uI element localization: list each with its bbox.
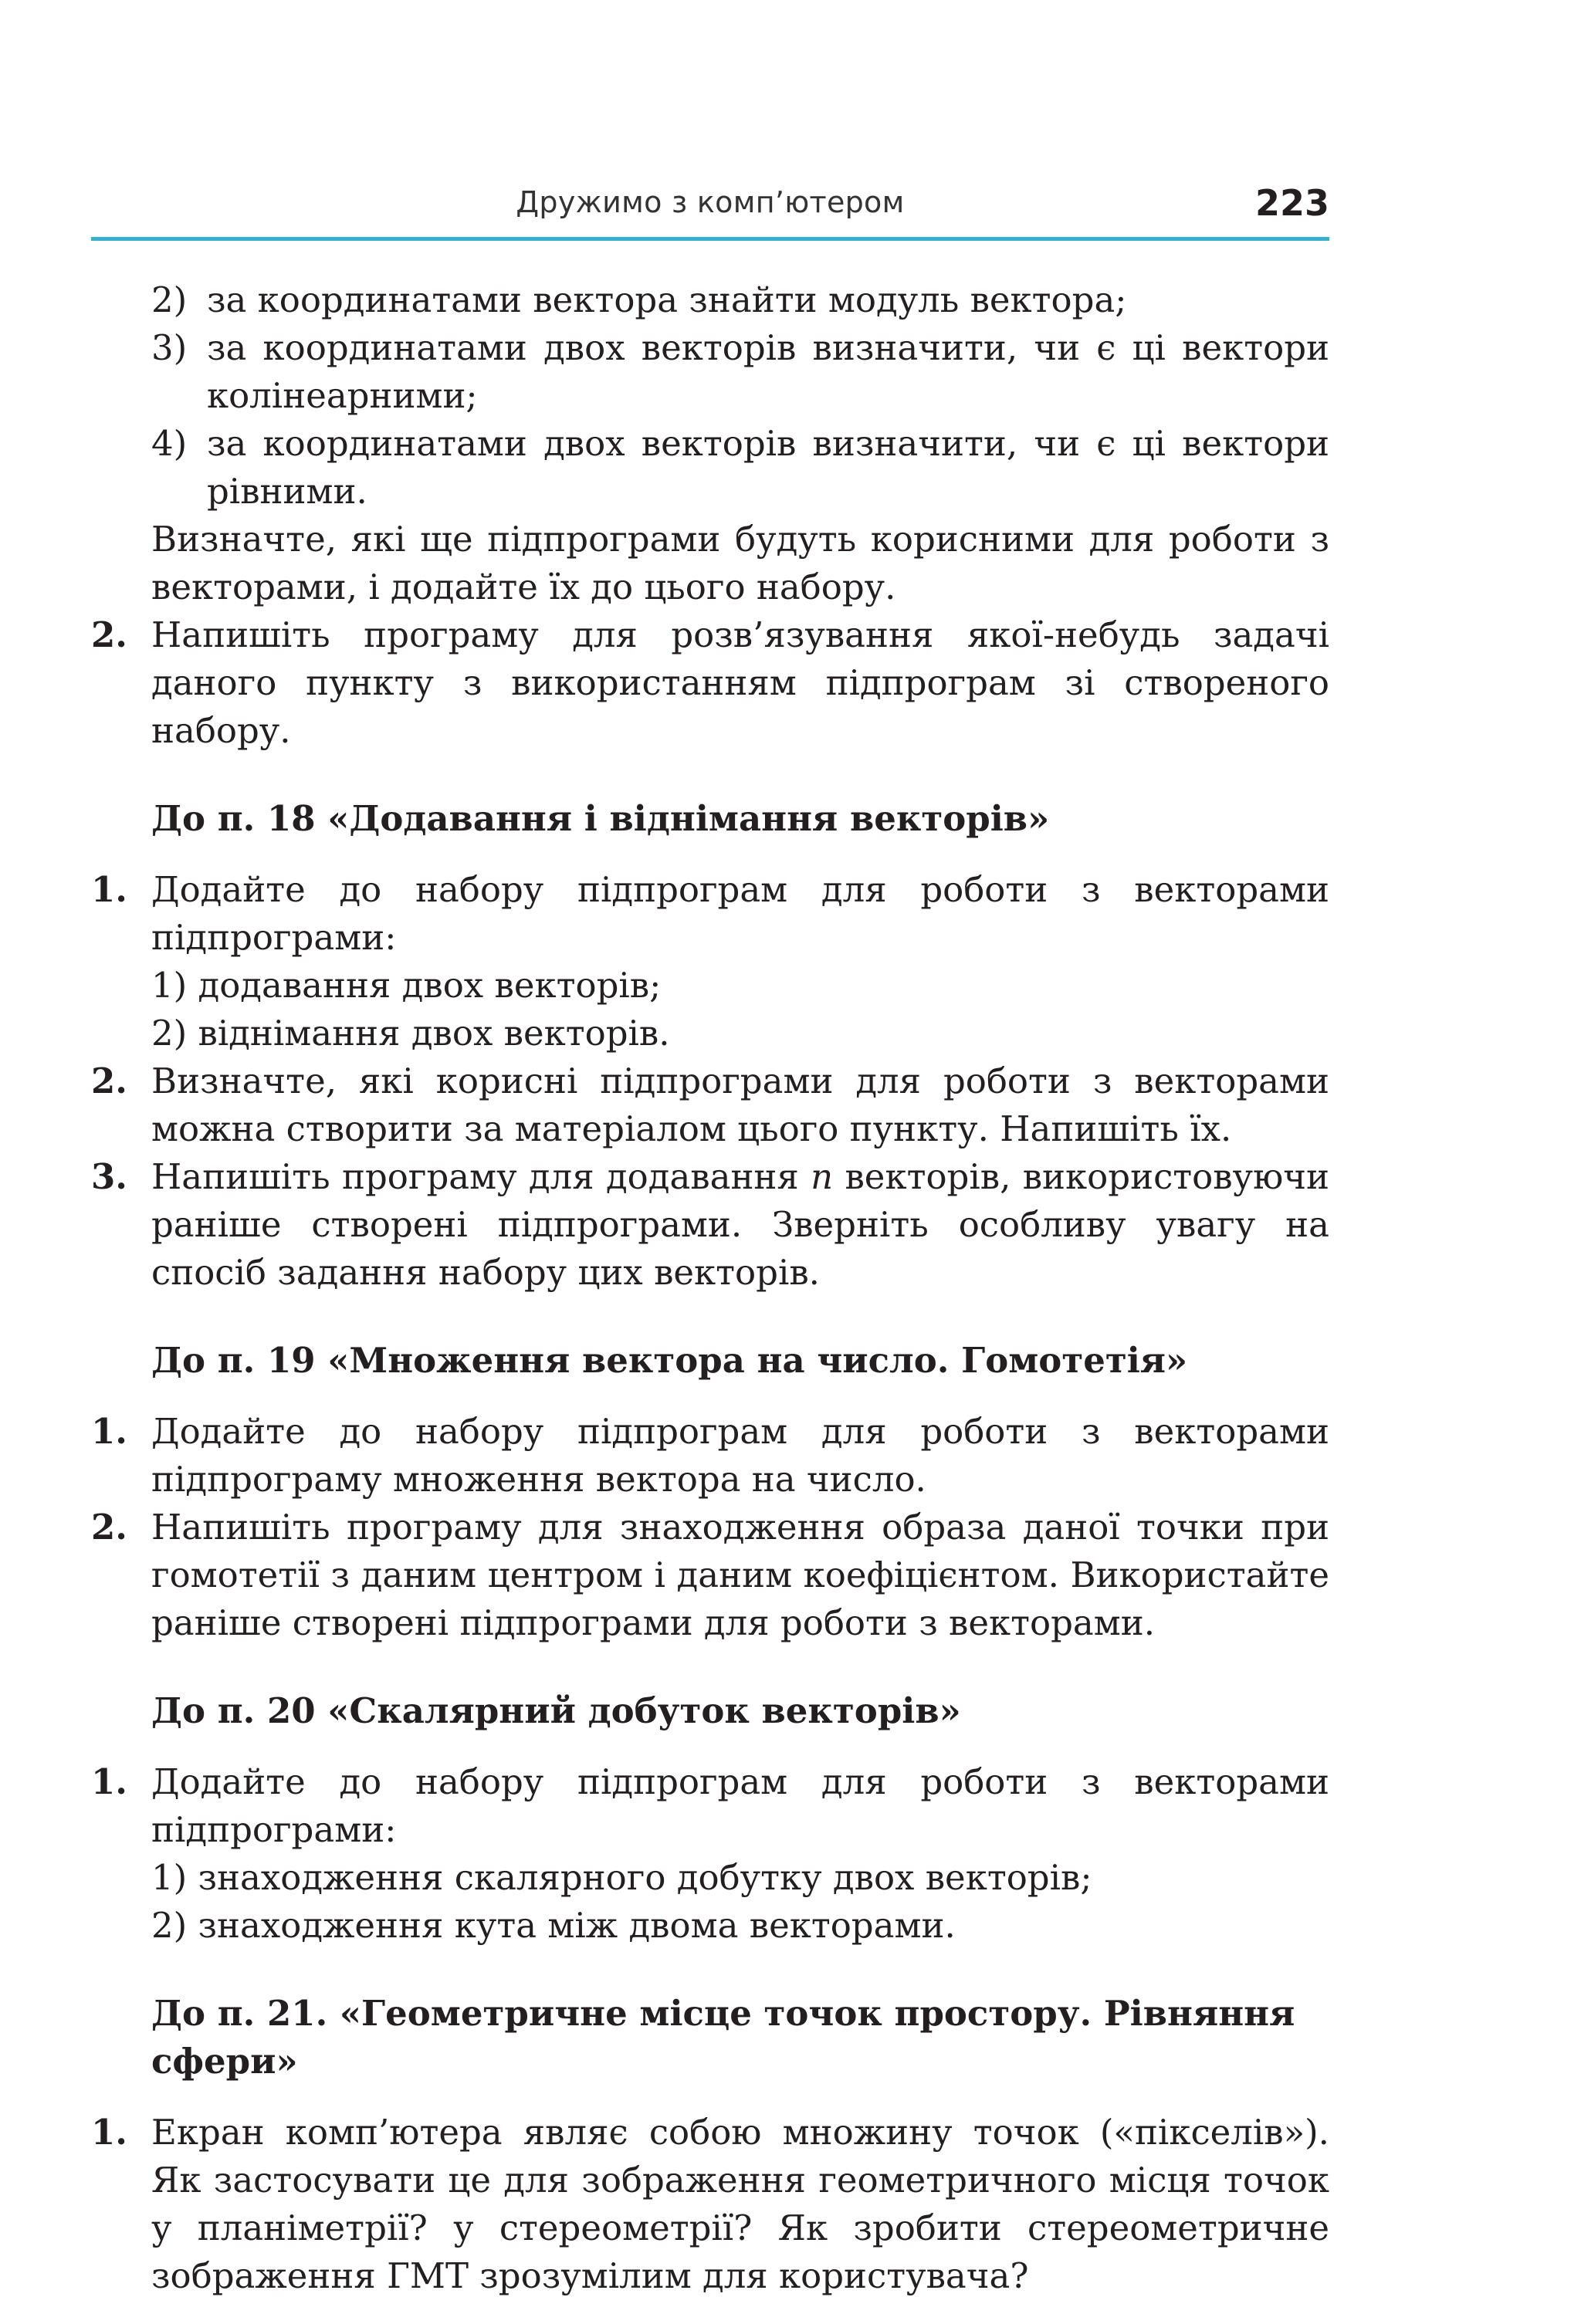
list-item-text: за координатами двох векторів визначити, чи є ці вектори рівними. — [207, 423, 1329, 512]
list-item-text: за координатами вектора знайти модуль вектора; — [207, 279, 1127, 320]
note-paragraph: Визначте, які ще підпрограми будуть корисними для роботи з векторами, і додайте їх до цього набору. — [151, 519, 1329, 607]
variable-n: n — [811, 1156, 834, 1197]
exercise-item — [91, 611, 1329, 755]
exercise-item — [91, 1408, 1329, 1504]
running-header-title: Дружимо з комп’ютером — [516, 185, 905, 219]
exercise-subitem: 2) віднімання двох векторів. — [151, 1013, 670, 1054]
exercise-text: Напишіть програму для розв’язування якої-небудь задачі даного пункту з використанням підпрограм зі створеного набору. — [151, 614, 1329, 751]
exercise-text: Напишіть програму для знаходження образа даної точки при гомотетії з даним центром і даним коефіцієнтом. Використайте раніше створені підпрограми для роботи з векторами. — [151, 1507, 1329, 1643]
exercise-text: Визначте, які корисні підпрограми для роботи з векторами можна створити за матеріалом цього пункту. Напишіть їх. — [151, 1061, 1329, 1149]
exercise-text: Додайте до набору підпрограм для роботи з векторами підпрограми: — [151, 869, 1329, 958]
exercise-text-end: векторів, використовуючи раніше створені підпрограми. Зверніть особливу увагу на спосіб задання набору цих векторів. — [151, 1156, 1329, 1293]
exercise-number: 1. — [91, 1411, 127, 1452]
exercise-number: 3. — [91, 1156, 127, 1197]
exercise-number: 1. — [91, 869, 127, 910]
running-header — [91, 0, 1329, 241]
exercise-subitem: 1) знаходження скалярного добутку двох векторів; — [151, 1857, 1092, 1898]
exercise-text: Екран комп’ютера являє собою множину точок («пікселів»). Як застосувати це для зображення геометричного місця точок у планіметрії? у стереометрії? Як зробити стереометричне зображення ГМТ зрозумілим для користувача? — [151, 2112, 1329, 2296]
exercise-number: 2. — [91, 614, 127, 655]
section-heading-18: До п. 18 «Додавання і віднімання векторів» — [151, 798, 1050, 839]
exercise-item — [91, 1504, 1329, 1647]
exercise-item — [91, 866, 1329, 1057]
list-item-text: за координатами двох векторів визначити, чи є ці вектори колінеарними; — [207, 327, 1329, 416]
exercise-number: 1. — [91, 2112, 127, 2153]
exercise-number: 2. — [91, 1061, 127, 1101]
page-content — [91, 241, 1329, 2300]
exercise-subitem: 2) знаходження кута між двома векторами. — [151, 1905, 956, 1946]
exercise-subitem: 1) додавання двох векторів; — [151, 965, 662, 1006]
section-heading-21: До п. 21. «Геометричне місце точок простору. Рівняння сфери» — [151, 1993, 1295, 2082]
exercise-item — [91, 1153, 1329, 1297]
exercise-item — [91, 1057, 1329, 1153]
section-heading-19: До п. 19 «Множення вектора на число. Гомотетія» — [151, 1340, 1188, 1381]
exercise-item — [91, 1758, 1329, 1950]
exercise-text: Додайте до набору підпрограм для роботи з векторами підпрограми: — [151, 1761, 1329, 1850]
textbook-page — [91, 0, 1329, 2300]
page-number: 223 — [1254, 182, 1329, 224]
exercise-number: 2. — [91, 1507, 127, 1548]
exercise-item — [91, 2109, 1329, 2300]
list-item — [91, 420, 1329, 516]
exercise-text-start: Напишіть програму для додавання — [151, 1156, 811, 1197]
list-item-number: 3) — [151, 327, 188, 368]
list-item — [91, 276, 1329, 324]
section-heading-20: До п. 20 «Скалярний добуток векторів» — [151, 1690, 961, 1731]
list-item-number: 2) — [151, 279, 188, 320]
list-item-number: 4) — [151, 423, 188, 464]
exercise-number: 1. — [91, 1761, 127, 1802]
exercise-text: Додайте до набору підпрограм для роботи з векторами підпрограму множення вектора на число. — [151, 1411, 1329, 1500]
list-item — [91, 324, 1329, 420]
